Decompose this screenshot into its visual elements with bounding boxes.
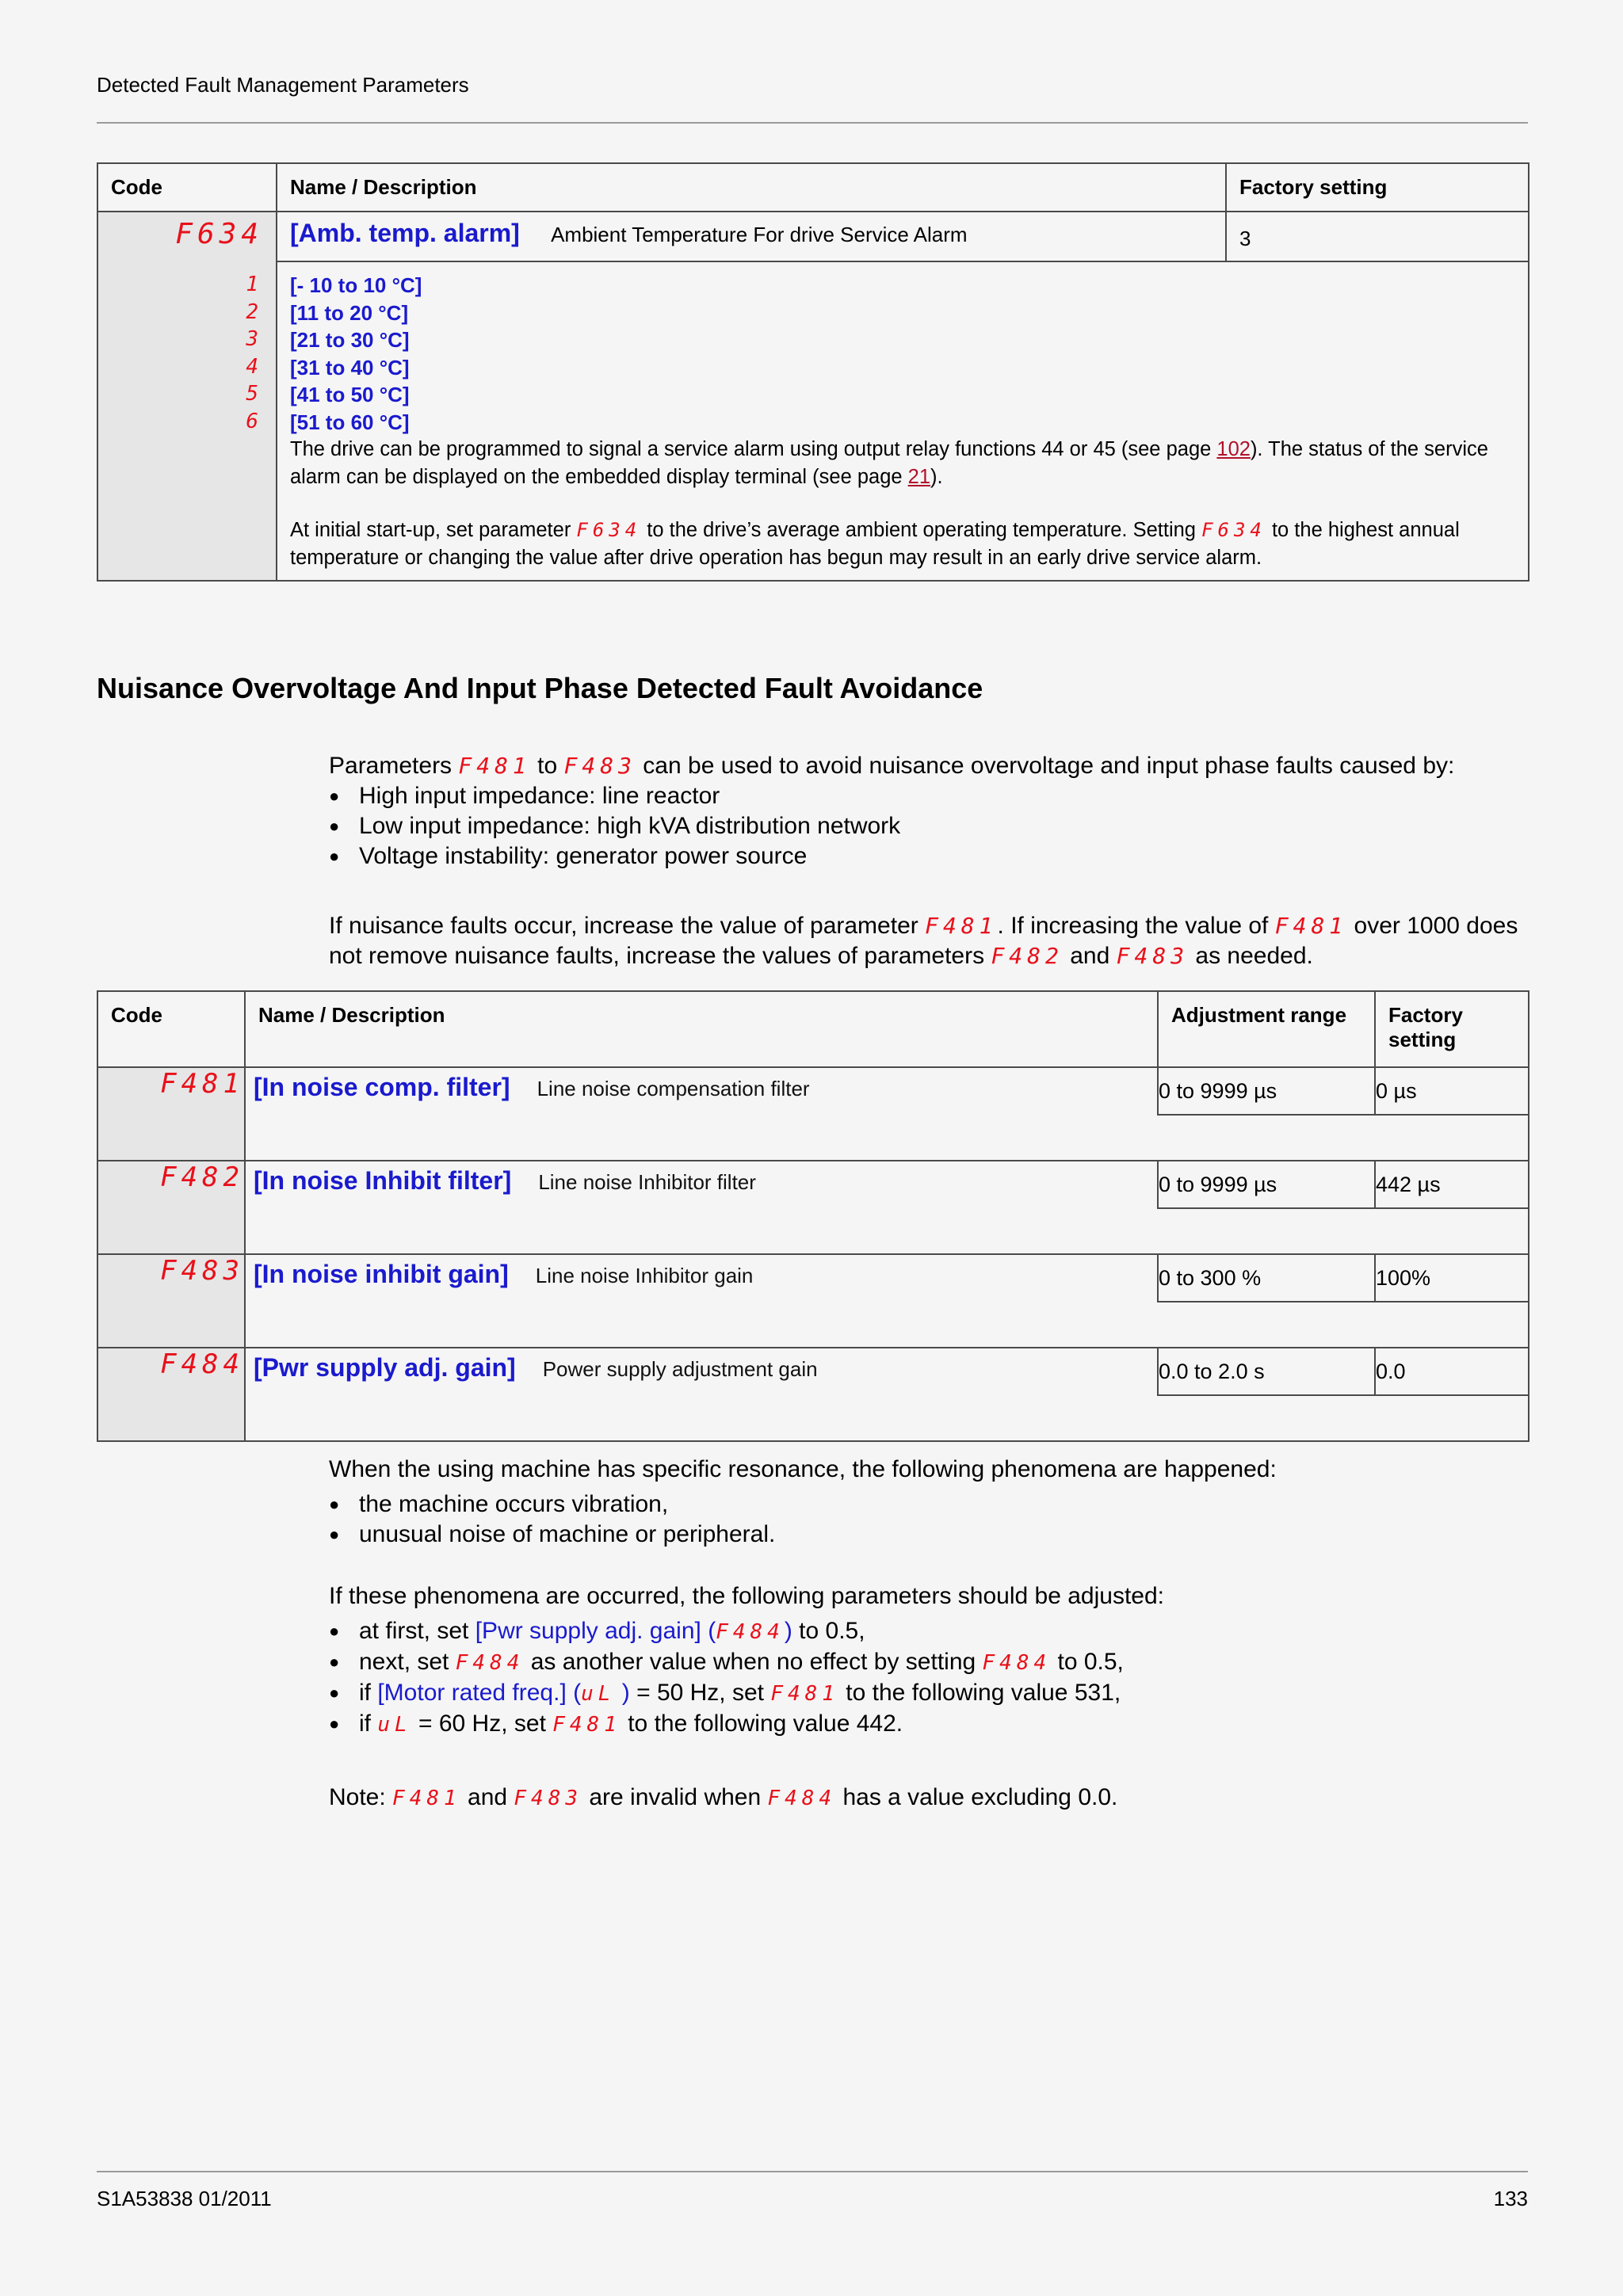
inline-code: F481 <box>458 753 531 779</box>
list-item <box>329 1678 1533 1709</box>
text: At initial start-up, set parameter <box>290 519 577 541</box>
col-name-desc: Name / Description <box>277 163 1226 212</box>
cause-list <box>329 781 1533 871</box>
text: Note: <box>329 1784 393 1810</box>
col-code: Code <box>97 991 245 1067</box>
table-row <box>97 1254 1529 1302</box>
page-link-102[interactable]: 102 <box>1216 438 1251 460</box>
text: If nuisance faults occur, increase the value of parameter <box>329 913 926 939</box>
text: = 50 Hz, set <box>629 1680 771 1706</box>
resonance-paragraph <box>329 1455 1533 1550</box>
footer-doc-id: S1A53838 01/2011 <box>97 2187 272 2210</box>
table-row <box>97 212 1529 261</box>
table-header-row <box>97 991 1529 1067</box>
text: to the following value 442. <box>621 1711 903 1737</box>
code-cell <box>97 1348 245 1441</box>
param-name: [In noise comp. filter] <box>254 1073 510 1101</box>
inline-code: F482 <box>991 943 1064 969</box>
option-code: 5 <box>246 382 263 406</box>
param-code: F634 <box>175 218 263 250</box>
name-cell <box>245 1348 1158 1441</box>
col-adjust-range: Adjustment range <box>1158 991 1375 1067</box>
inline-code: uL <box>377 1713 412 1737</box>
inline-code: F634 <box>1201 519 1266 541</box>
param-desc: Ambient Temperature For drive Service Alarm <box>551 223 968 246</box>
text: ). <box>930 466 943 488</box>
service-alarm-paragraph <box>290 436 1515 491</box>
section-title: Nuisance Overvoltage And Input Phase Detected Fault Avoidance <box>97 672 983 704</box>
param-desc: Line noise compensation filter <box>537 1077 810 1100</box>
list-item <box>329 1709 1533 1740</box>
param-desc: Power supply adjustment gain <box>542 1357 818 1381</box>
text: if <box>359 1680 378 1706</box>
table-row <box>97 1161 1529 1208</box>
inline-code: F484 <box>716 1620 785 1644</box>
inline-code: F483 <box>514 1787 583 1810</box>
col-code: Code <box>97 163 277 212</box>
option-label: [31 to 40 °C] <box>290 355 410 379</box>
note-paragraph <box>329 1783 1533 1814</box>
code-cell <box>97 1067 245 1161</box>
text: ( <box>566 1680 582 1706</box>
option-label: [11 to 20 °C] <box>290 300 409 325</box>
text: has a value excluding 0.0. <box>836 1784 1118 1810</box>
option-code: 4 <box>246 354 263 379</box>
param-name: [Pwr supply adj. gain] <box>254 1353 516 1382</box>
name-cell <box>277 212 1226 261</box>
col-factory: Factory setting <box>1375 991 1529 1067</box>
text: are invalid when <box>582 1784 768 1810</box>
param-name: [Amb. temp. alarm] <box>290 219 520 247</box>
param-name-link: [Motor rated freq.] <box>377 1680 567 1706</box>
inline-code: F483 <box>1116 943 1190 969</box>
text: next, set <box>359 1649 456 1675</box>
factory-setting: 0 µs <box>1375 1067 1529 1115</box>
option-code: 2 <box>246 299 263 324</box>
col-name-desc: Name / Description <box>245 991 1158 1067</box>
noise-params-table <box>97 990 1529 1442</box>
code-cell <box>97 1161 245 1254</box>
param-code: F484 <box>160 1348 244 1380</box>
option-label: [- 10 to 10 °C] <box>290 273 422 297</box>
option-label: [51 to 60 °C] <box>290 410 410 434</box>
inline-code: F481 <box>1274 913 1348 939</box>
text: to <box>530 753 564 779</box>
footer-rule <box>97 2171 1528 2172</box>
option-code: 6 <box>246 409 263 433</box>
list-item: ● Low input impedance: high kVA distribution network <box>329 811 1533 841</box>
inline-code: F481 <box>552 1713 621 1737</box>
factory-setting: 0.0 <box>1375 1348 1529 1395</box>
option-code: 3 <box>246 327 263 351</box>
spacer-cell <box>1158 1395 1529 1441</box>
adjust-range: 0 to 9999 µs <box>1158 1067 1375 1115</box>
text: ) <box>615 1680 630 1706</box>
adjust-range: 0.0 to 2.0 s <box>1158 1348 1375 1395</box>
list-item: ● Voltage instability: generator power source <box>329 841 1533 871</box>
text: ). The status of the service alarm can be displayed on the embedded display terminal (see page <box>290 438 1488 488</box>
param-desc: Line noise Inhibitor gain <box>535 1264 754 1287</box>
inline-code: F484 <box>455 1651 525 1675</box>
option-code: 1 <box>246 273 263 296</box>
param-name: [In noise inhibit gain] <box>254 1260 509 1288</box>
col-factory: Factory setting <box>1226 163 1529 212</box>
text: ( <box>701 1618 716 1644</box>
table-row <box>97 1348 1529 1395</box>
text: to the following value 531, <box>838 1680 1121 1706</box>
param-code: F482 <box>160 1161 244 1193</box>
factory-setting: 3 <box>1226 212 1529 261</box>
text: can be used to avoid nuisance overvoltage and input phase faults caused by: <box>636 753 1455 779</box>
header-rule <box>97 122 1528 124</box>
inline-code: F484 <box>767 1787 837 1810</box>
list-item: ● High input impedance: line reactor <box>329 781 1533 811</box>
text: to the highest annual temperature or changing the value after drive operation has begun may result in an early drive service alarm. <box>290 519 1460 569</box>
option-list <box>290 272 1515 436</box>
text: and <box>1063 943 1117 969</box>
text: to the drive’s average ambient operating temperature. Setting <box>641 519 1202 541</box>
text: ) <box>784 1618 792 1644</box>
inline-code: F484 <box>982 1651 1052 1675</box>
list-item <box>329 1616 1533 1647</box>
text: When the using machine has specific resonance, the following phenomena are happened: <box>329 1456 1277 1482</box>
inline-code: F481 <box>770 1682 839 1706</box>
details-cell <box>277 261 1529 581</box>
list-item: ● unusual noise of machine or peripheral. <box>329 1520 1533 1550</box>
option-label: [41 to 50 °C] <box>290 383 410 406</box>
param-name-link: [Pwr supply adj. gain] <box>475 1618 701 1644</box>
phenomena-list <box>329 1489 1533 1550</box>
nuisance-paragraph <box>329 911 1533 971</box>
factory-setting: 442 µs <box>1375 1161 1529 1208</box>
text: If these phenomena are occurred, the following parameters should be adjusted: <box>329 1583 1164 1609</box>
page-link-21[interactable]: 21 <box>907 466 931 488</box>
text: = 60 Hz, set <box>411 1711 553 1737</box>
text: Parameters <box>329 753 459 779</box>
adjust-list <box>329 1616 1533 1740</box>
inline-code: F481 <box>925 913 998 939</box>
option-codes <box>106 271 263 435</box>
text: at first, set <box>359 1618 475 1644</box>
page-header-title: Detected Fault Management Parameters <box>97 73 469 97</box>
text: to 0.5, <box>792 1618 865 1644</box>
name-cell <box>245 1161 1158 1254</box>
text: The drive can be programmed to signal a service alarm using output relay functions 44 or 45 (see page <box>290 438 1217 460</box>
text: . If increasing the value of <box>997 913 1275 939</box>
text: and <box>460 1784 514 1810</box>
page-number: 133 <box>1493 2187 1528 2210</box>
intro-paragraph <box>329 751 1533 871</box>
list-item: ● the machine occurs vibration, <box>329 1489 1533 1520</box>
adjust-range: 0 to 9999 µs <box>1158 1161 1375 1208</box>
text: if <box>359 1711 378 1737</box>
text: over 1000 does not remove nuisance faults, increase the values of parameters <box>329 913 1518 969</box>
param-name: [In noise Inhibit filter] <box>254 1166 512 1195</box>
factory-setting: 100% <box>1375 1254 1529 1302</box>
table-row-details <box>97 261 1529 581</box>
text: to 0.5, <box>1051 1649 1124 1675</box>
inline-code: F483 <box>563 753 636 779</box>
table-row <box>97 1067 1529 1115</box>
code-cell <box>97 212 277 581</box>
table-header-row <box>97 163 1529 212</box>
amb-temp-table <box>97 162 1529 582</box>
spacer-cell <box>1158 1208 1529 1254</box>
option-label: [21 to 30 °C] <box>290 328 410 352</box>
adjust-range: 0 to 300 % <box>1158 1254 1375 1302</box>
adjust-paragraph <box>329 1581 1533 1740</box>
spacer-cell <box>1158 1115 1529 1161</box>
param-code: F481 <box>160 1068 244 1100</box>
inline-code: uL <box>581 1682 616 1706</box>
text: as needed. <box>1189 943 1313 969</box>
startup-paragraph <box>290 517 1515 572</box>
text: as another value when no effect by setting <box>524 1649 983 1675</box>
name-cell <box>245 1254 1158 1348</box>
param-desc: Line noise Inhibitor filter <box>538 1170 756 1194</box>
param-code: F483 <box>160 1255 244 1287</box>
list-item <box>329 1647 1533 1678</box>
inline-code: F634 <box>576 519 642 541</box>
code-cell <box>97 1254 245 1348</box>
inline-code: F481 <box>392 1787 461 1810</box>
name-cell <box>245 1067 1158 1161</box>
spacer-cell <box>1158 1302 1529 1348</box>
